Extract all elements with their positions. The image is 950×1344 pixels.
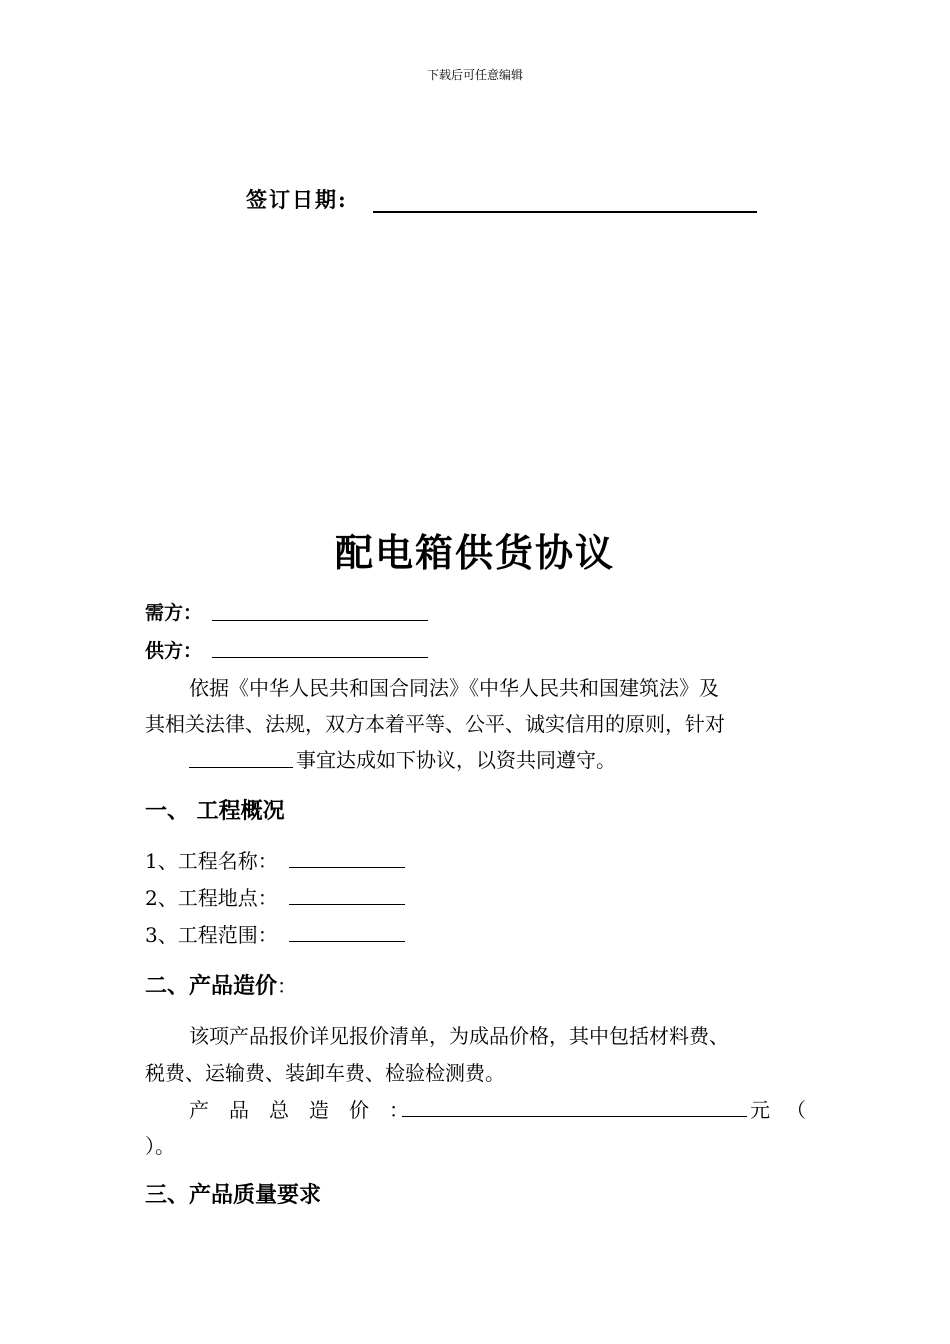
project-name-blank[interactable] [289,867,405,868]
signing-date-blank[interactable] [373,211,757,213]
pricing-para-line-1: 该项产品报价详见报价清单，为成品价格，其中包括材料费、 [189,1024,729,1048]
project-name-label: 1、工程名称： [145,849,278,873]
project-location-label: 2、工程地点： [145,886,278,910]
total-price-blank[interactable] [402,1116,747,1117]
preamble-line-2: 其相关法律、法规，双方本着平等、公平、诚实信用的原则，针对 [145,712,725,736]
buyer-blank[interactable] [212,620,428,621]
section-3-heading: 三、产品质量要求 [145,1182,322,1208]
section-2-heading [145,969,297,1000]
total-price-unit: 元 [750,1098,770,1122]
section-2-heading-text: 二、产品造价 [145,973,278,999]
section-2-heading-colon: ： [277,974,298,998]
total-price-paren-open: （ [786,1098,806,1122]
section-1-heading: 一、 工程概况 [145,798,285,824]
preamble-line-3: 事宜达成如下协议，以资共同遵守。 [296,748,616,772]
pricing-para-line-2: 税费、运输费、装卸车费、检验检测费。 [145,1061,505,1085]
supplier-label: 供方： [145,640,203,662]
project-subject-blank[interactable] [189,767,293,768]
page-header-note: 下载后可任意编辑 [426,68,523,82]
project-scope-label: 3、工程范围： [145,923,278,947]
preamble-line-1: 依据《中华人民共和国合同法》《中华人民共和国建筑法》及 [189,676,719,700]
signing-date-label: 签订日期: [246,187,348,212]
document-title: 配电箱供货协议 [334,530,615,575]
buyer-label: 需方： [145,602,203,624]
total-price-paren-close: ）。 [145,1134,175,1158]
project-location-blank[interactable] [289,904,405,905]
total-price-label: 产品总造价： [189,1098,429,1122]
supplier-blank[interactable] [212,657,428,658]
project-scope-blank[interactable] [289,941,405,942]
